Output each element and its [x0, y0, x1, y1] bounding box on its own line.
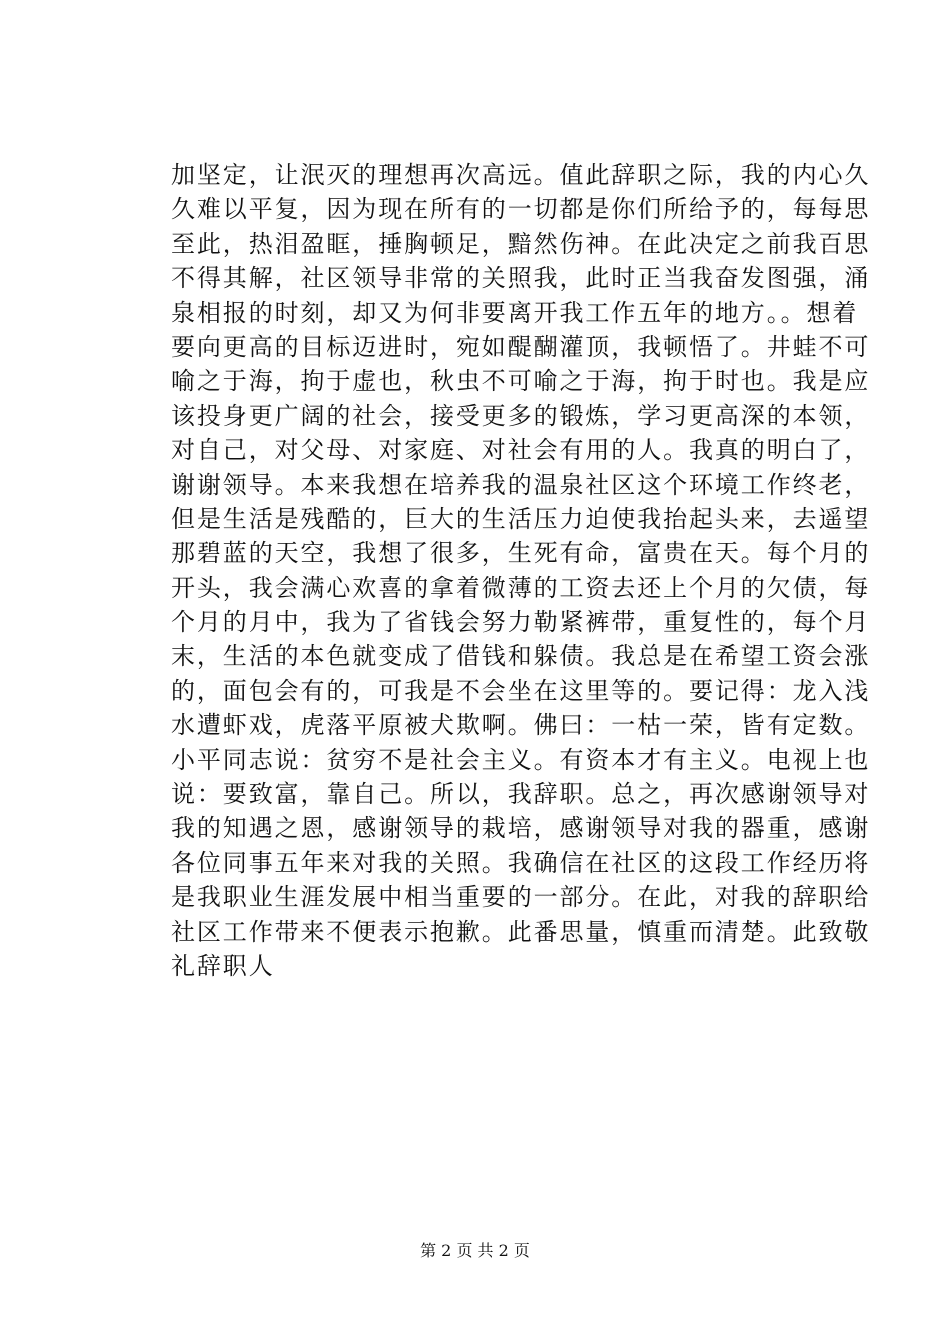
text-line: 加坚定，让泯灭的理想再次高远。值此辞职之际，我的内心久	[171, 161, 871, 189]
text-line: 末，生活的本色就变成了借钱和躲债。我总是在希望工资会涨	[171, 642, 871, 671]
text-line: 礼辞职人	[171, 951, 275, 980]
text-line: 谢谢领导。本来我想在培养我的温泉社区这个环境工作终老，	[171, 470, 871, 499]
text-line: 小平同志说：贫穷不是社会主义。有资本才有主义。电视上也	[171, 745, 871, 774]
text-line: 要向更高的目标迈进时，宛如醍醐灌顶，我顿悟了。井蛙不可	[171, 332, 871, 361]
text-line: 该投身更广阔的社会，接受更多的锻炼，学习更高深的本领，	[171, 401, 871, 430]
page-number-footer: 第 2 页 共 2 页	[420, 1241, 530, 1260]
text-line: 但是生活是残酷的，巨大的生活压力迫使我抬起头来，去遥望	[171, 504, 871, 533]
text-line: 水遭虾戏，虎落平原被犬欺啊。佛曰：一枯一荣，皆有定数。	[171, 711, 871, 740]
text-line: 开头，我会满心欢喜的拿着微薄的工资去还上个月的欠债，每	[171, 573, 871, 602]
text-line: 的，面包会有的，可我是不会坐在这里等的。要记得：龙入浅	[171, 676, 871, 705]
text-line: 是我职业生涯发展中相当重要的一部分。在此，对我的辞职给	[171, 883, 871, 912]
body-text	[171, 158, 871, 983]
text-line: 我的知遇之恩，感谢领导的栽培，感谢领导对我的器重，感谢	[171, 814, 871, 843]
text-line: 久难以平复，因为现在所有的一切都是你们所给予的，每每思	[171, 195, 871, 224]
text-line: 社区工作带来不便表示抱歉。此番思量，慎重而清楚。此致敬	[171, 917, 871, 946]
text-line: 不得其解，社区领导非常的关照我，此时正当我奋发图强，涌	[171, 264, 871, 293]
text-line: 喻之于海，拘于虚也，秋虫不可喻之于海，拘于时也。我是应	[171, 367, 871, 396]
text-line: 各位同事五年来对我的关照。我确信在社区的这段工作经历将	[171, 848, 871, 877]
text-line: 对自己，对父母、对家庭、对社会有用的人。我真的明白了，	[171, 436, 871, 465]
text-line: 个月的月中，我为了省钱会努力勒紧裤带，重复性的，每个月	[171, 608, 871, 637]
text-line: 那碧蓝的天空，我想了很多，生死有命，富贵在天。每个月的	[171, 539, 871, 568]
text-line: 泉相报的时刻，却又为何非要离开我工作五年的地方。。想着	[171, 298, 859, 327]
text-line: 说：要致富，靠自己。所以，我辞职。总之，再次感谢领导对	[171, 780, 871, 809]
text-line: 至此，热泪盈眶，捶胸顿足，黯然伤神。在此决定之前我百思	[171, 229, 871, 258]
